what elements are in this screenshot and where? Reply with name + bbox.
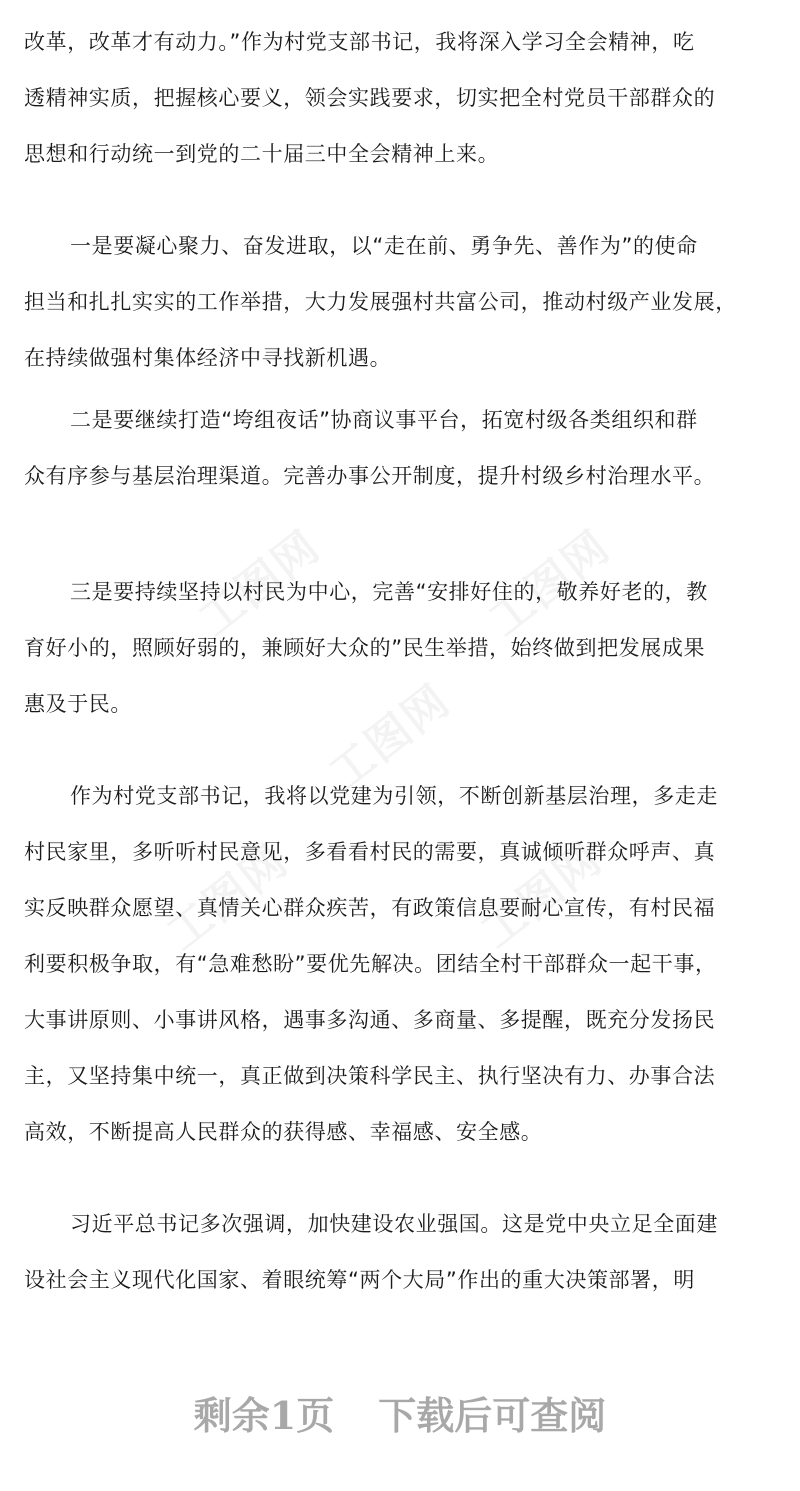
text-line: 改革，改革才有动力。”作为村党支部书记，我将深入学习全会精神，吃 [24, 30, 695, 54]
text-line: 在持续做强村集体经济中寻找新机遇。 [24, 346, 392, 370]
text-line: 育好小的，照顾好弱的，兼顾好大众的”民生举措，始终做到把发展成果 [24, 636, 706, 660]
text-line: 惠及于民。 [24, 692, 132, 716]
paragraph [24, 218, 776, 386]
text-line: 习近平总书记多次强调，加快建设农业强国。这是党中央立足全面建 [70, 1212, 718, 1236]
text-line: 设社会主义现代化国家、着眼统筹“两个大局”作出的重大决策部署，明 [24, 1268, 695, 1292]
download-prompt-banner[interactable] [0, 1388, 800, 1444]
text-line: 一是要凝心聚力、奋发进取，以“走在前、勇争先、善作为”的使命 [70, 234, 698, 258]
watermark-logo: 工图网 [319, 674, 460, 801]
paragraph-continuation [24, 70, 776, 182]
watermark-logo: 工图网 [189, 520, 330, 647]
watermark-logo: 工图网 [479, 520, 620, 647]
text-line: 二是要继续打造“垮组夜话”协商议事平台，拓宽村级各类组织和群 [70, 408, 698, 432]
text-line: 村民家里，多听听村民意见，多看看村民的需要，真诚倾听群众呼声、真 [24, 840, 716, 864]
watermark-logo: 工图网 [157, 834, 298, 961]
paragraph-continuation [24, 14, 776, 70]
paragraph [24, 392, 776, 504]
text-line: 担当和扎扎实实的工作举措，大力发展强村共富公司，推动村级产业发展， [24, 290, 737, 314]
download-to-view-text: 下载后可查阅 [378, 1393, 607, 1438]
text-line: 利要积极争取，有“急难愁盼”要优先解决。团结全村干部群众一起干事， [24, 952, 717, 976]
remaining-pages-text: 剩余1页 [193, 1393, 335, 1438]
paragraph [24, 1196, 776, 1308]
text-line: 思想和行动统一到党的二十届三中全会精神上来。 [24, 142, 500, 166]
text-line: 众有序参与基层治理渠道。完善办事公开制度，提升村级乡村治理水平。 [24, 464, 716, 488]
text-line: 三是要持续坚持以村民为中心，完善“安排好住的，敬养好老的，教 [70, 580, 708, 604]
watermark-logo: 工图网 [471, 832, 612, 959]
text-line: 大事讲原则、小事讲风格，遇事多沟通、多商量、多提醒，既充分发扬民 [24, 1008, 716, 1032]
text-line: 透精神实质，把握核心要义，领会实践要求，切实把全村党员干部群众的 [24, 86, 716, 110]
text-line: 高效，不断提高人民群众的获得感、幸福感、安全感。 [24, 1120, 543, 1144]
paragraph [24, 564, 776, 732]
text-line: 主，又坚持集中统一，真正做到决策科学民主、执行坚决有力、办事合法 [24, 1064, 716, 1088]
text-line: 作为村党支部书记，我将以党建为引领，不断创新基层治理，多走走 [70, 784, 718, 808]
text-line: 实反映群众愿望、真情关心群众疾苦，有政策信息要耐心宣传，有村民福 [24, 896, 716, 920]
paragraph [24, 768, 776, 1160]
